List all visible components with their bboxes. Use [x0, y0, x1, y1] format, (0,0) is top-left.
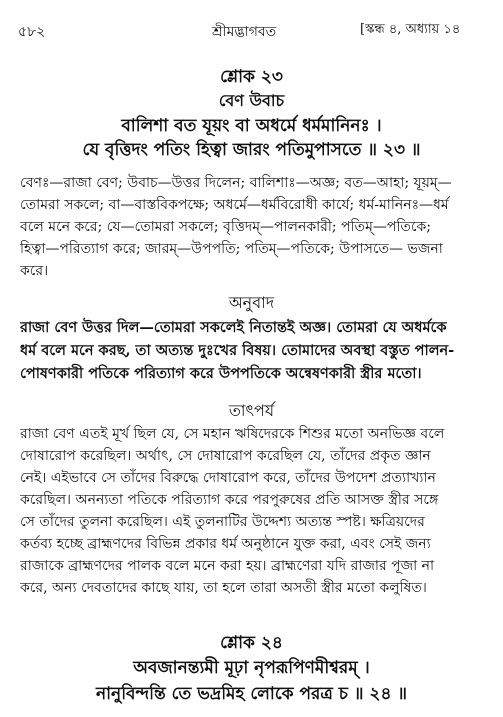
page-number: ৫৮২	[18, 24, 46, 40]
purport-title: তাৎপর্য	[228, 401, 275, 420]
synonyms-block	[20, 172, 483, 282]
translation-line: ধর্ম বলে মনে করছ, তা অত্যন্ত দুঃখের বিষয়। তোমাদের অবস্থা বস্তুত পালন-	[20, 342, 455, 359]
purport-block	[20, 423, 483, 599]
synonyms-line: বেণঃ—রাজা বেণ; উবাচ—উত্তর দিলেন; বালিশাঃ—অজ্ঞ; বত—আহা; যূয়ম্—	[20, 175, 452, 191]
purport-line: কর্তব্য হচ্ছে ব্রাহ্মণদের বিভিন্ন প্রকার ধর্ম অনুষ্ঠানে যুক্ত করা, এবং সেই জন্য	[20, 536, 431, 552]
purport-line: রাজা বেণ এতই মূর্খ ছিল যে, সে মহান ঋষিদেরকে শিশুর মতো অনভিজ্ঞ বলে	[20, 426, 445, 442]
chapter-location: [স্কন্ধ ৪, অধ্যায় ১৪	[360, 22, 461, 37]
sloka-23-line-2: যে বৃত্তিদং পতিং হিত্বা জারং পতিমুপাসতে ॥ ২৩ ॥	[82, 140, 421, 160]
synonyms-line: বলে মনে করে; যে—তোমরা সকলে; বৃত্তিদম্—পালনকারী; পতিম্—পতিকে;	[20, 219, 431, 235]
sloka-23-title: শ্লোক ২৩	[220, 67, 283, 87]
translation-title: অনুবাদ	[228, 293, 275, 312]
sloka-24-line-2: নানুবিন্দন্তি তে ভদ্রমিহ লোকে পরত্র চ ॥ ২৪ ॥	[95, 684, 408, 704]
synonyms-line: হিত্বা—পরিত্যাগ করে; জারম্—উপপতি; পতিম্—পতিকে; উপাসতে— ভজনা	[20, 241, 443, 257]
translation-line: পোষণকারী পতিকে পরিত্যাগ করে উপপতিকে অন্বেষণকারী স্ত্রীর মতো।	[20, 365, 422, 382]
purport-line: দোষারোপ করেছিল। অর্থাৎ, সে দোষারোপ করেছিল যে, তাঁদের প্রকৃত জ্ঞান	[20, 448, 431, 464]
sloka-23-line-1: বালিশা বত যূয়ং বা অধর্মে ধর্মমানিনঃ ।	[121, 116, 382, 136]
purport-line: নেই। এইভাবে সে তাঁদের বিরুদ্ধে দোষারোপ করে, তাঁদের উপদেশ প্রত্যাখ্যান	[20, 470, 436, 486]
purport-line: সে তাঁদের তুলনা করেছিল। এই তুলনাটির উদ্দেশ্য অত্যন্ত স্পষ্ট। ক্ষত্রিয়দের	[20, 514, 425, 530]
sloka-23-speaker: বেণ উবাচ	[218, 91, 285, 110]
sloka-24-line-1: অবজানন্ত্যমী মূঢ়া নৃপরূপিণমীশ্বরম্ ।	[133, 658, 370, 678]
purport-line: রাজাকে ব্রাহ্মণদের পালক বলে মনে করা হয়। ব্রাহ্মণেরা যদি রাজার পূজা না	[20, 558, 435, 574]
sloka-24-title: শ্লোক ২৪	[220, 633, 283, 653]
purport-line: করেছিল। অনন্যতা পতিকে পরিত্যাগ করে পরপুরুষের প্রতি আসক্ত স্ত্রীর সঙ্গে	[20, 492, 439, 508]
synonyms-line: তোমরা সকলে; বা—বাস্তবিকপক্ষে; অধর্মে—ধর্মবিরোধী কার্যে; ধর্ম-মানিনঃ—ধর্ম	[20, 197, 449, 213]
purport-line: করে, অন্য দেবতাদের কাছে যায়, তা হলে তারা অসতী স্ত্রীর মতো কলুষিত।	[20, 580, 427, 596]
synonyms-line: করে।	[20, 263, 49, 279]
book-title: শ্রীমদ্ভাগবত	[212, 24, 277, 40]
translation-line: রাজা বেণ উত্তর দিল—তোমরা সকলেই নিতান্তই অজ্ঞ। তোমরা যে অধর্মকে	[20, 319, 447, 336]
translation-block	[20, 316, 483, 385]
